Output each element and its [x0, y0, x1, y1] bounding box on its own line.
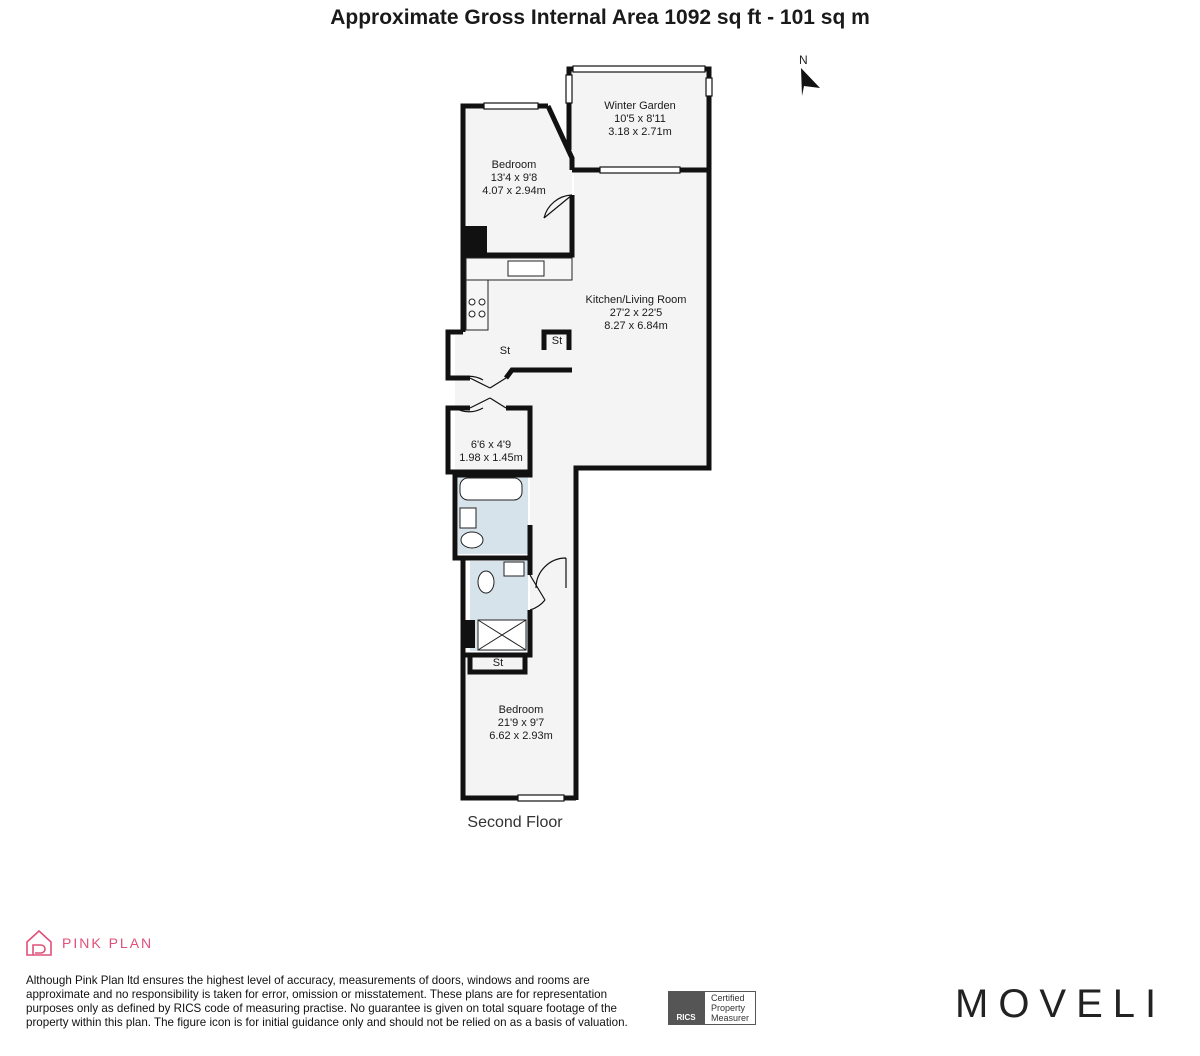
kitchen-metric: 8.27 x 6.84m	[604, 320, 668, 332]
disclaimer-text: Although Pink Plan ltd ensures the highest level of accuracy, measurements of doors, windows and rooms are approximate and no responsibility is taken for error, omission or misstatement. These plans are for representation purposes only as defined by RICS code of measuring practise. No guarantee is given on total square footage of the property within this plan. The figure icon is for initial guidance only and should not be relied on as a basis of valuation.	[26, 974, 628, 1029]
rics-certification	[668, 991, 756, 1025]
hob-icon-4	[479, 311, 485, 317]
house-logo-icon	[24, 928, 54, 958]
kitchen-worktop-side	[466, 280, 488, 330]
pink-plan-brand	[24, 928, 153, 958]
basin-icon	[460, 508, 476, 528]
chimney-block	[465, 226, 487, 254]
study-imperial: 6'6 x 4'9	[470, 439, 512, 451]
hob-icon-2	[479, 299, 485, 305]
north-compass	[799, 53, 820, 96]
rics-badge-text: RICS	[676, 1013, 696, 1022]
hob-icon	[469, 299, 475, 305]
north-label: N	[799, 53, 808, 67]
bedroom-1-name: Bedroom	[491, 159, 537, 171]
ensuite-column	[465, 620, 475, 648]
rics-certified-line-1: Certified	[711, 993, 745, 1003]
bedroom-1-metric: 4.07 x 2.94m	[482, 185, 546, 197]
study-metric: 1.98 x 1.45m	[459, 452, 523, 464]
window-wg-west	[566, 75, 572, 103]
pink-plan-name: PINK PLAN	[62, 935, 154, 951]
ensuite-toilet-icon	[478, 571, 494, 593]
store-2-label: St	[551, 335, 563, 347]
kitchen-name: Kitchen/Living Room	[585, 294, 687, 306]
north-arrow-icon	[801, 68, 820, 96]
winter-garden-imperial: 10'5 x 8'11	[614, 113, 666, 125]
window-bedroom-1	[484, 103, 538, 109]
page-title: Approximate Gross Internal Area 1092 sq ft - 101 sq m	[330, 6, 870, 29]
kitchen-imperial: 27'2 x 22'5	[609, 307, 663, 319]
toilet-icon	[461, 532, 483, 548]
window-bedroom-2	[518, 795, 564, 801]
bedroom-2-metric: 6.62 x 2.93m	[489, 730, 553, 742]
bedroom-2-name: Bedroom	[498, 704, 544, 716]
sliding-door-wg	[600, 167, 680, 173]
rics-badge	[668, 991, 704, 1025]
bedroom-2-imperial: 21'9 x 9'7	[497, 717, 545, 729]
rics-certified-line-2: Property	[711, 1003, 746, 1013]
sink-icon	[508, 261, 544, 276]
floor-label: Second Floor	[467, 814, 563, 831]
bedroom-1-imperial: 13'4 x 9'8	[490, 172, 538, 184]
rics-certified-text	[704, 991, 756, 1025]
window-winter-garden-east	[706, 78, 712, 96]
store-1-label: St	[499, 345, 511, 357]
store-3-label: St	[492, 657, 504, 669]
window-winter-garden-top	[573, 66, 705, 72]
bathtub-icon	[460, 478, 522, 500]
hob-icon-3	[469, 311, 475, 317]
winter-garden-name: Winter Garden	[604, 100, 676, 112]
winter-garden-metric: 3.18 x 2.71m	[608, 126, 672, 138]
agent-logo: MOVELI	[955, 982, 1167, 1026]
ensuite-basin-icon	[504, 562, 524, 576]
rics-certified-line-3: Measurer	[711, 1013, 750, 1023]
